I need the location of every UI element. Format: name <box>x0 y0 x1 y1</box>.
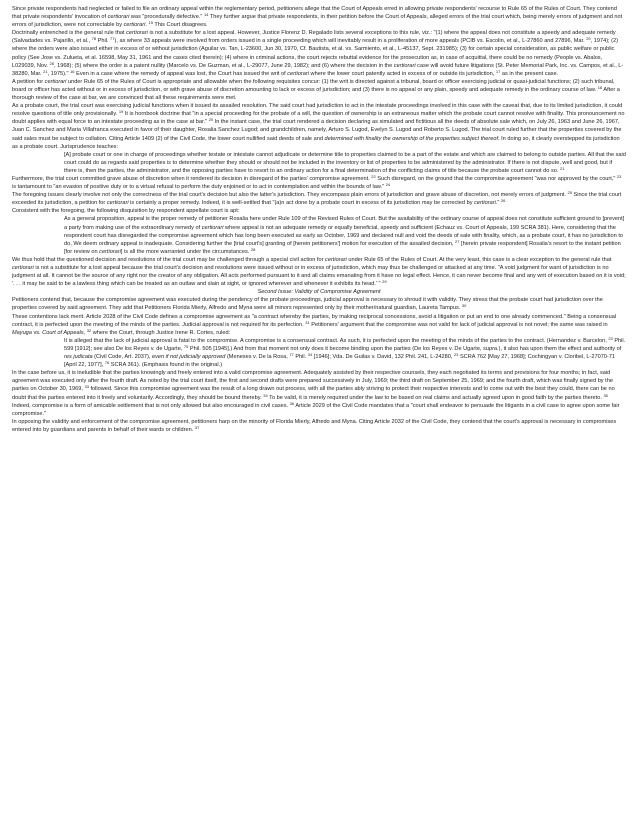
paragraph-certiorari-issue: Since private respondents had neglected or failed to file an ordinary appeal within the reglementary period, petitioners allege that the Court of Appeals erred in allowing private respondents' recourse to Rule 65 of the Rules of Court. They contend that private respondents' invocation of certiorari was "procedurally defective." $^{14}$ They further argue that private respondents, in their petition before the Court of Appeals, alleged errors of the trial court which, being merely errors of judgment and not errors of jurisdiction, were not correctable by certiorari. $^{15}$ This Court disagrees. <box>12 6 623 29</box>
paragraph-amicable-settlement: Indeed, compromise is a form of amicable settlement that is not only allowed but also encouraged in civil cases. $^{36}$ Article 2029 of the Civil Code mandates that a "court shall endeavor to persuade the litigants in a civil case to agree upon some fair compromise." <box>12 400 620 417</box>
paragraph-requisites: A petition for certiorari under Rule 65 of the Rules of Court is appropriate and allowable when the following requisites concur: (1) the writ is directed against a tribunal, board or officer exercising judicial or quasi-judicial functions; (2) such tribunal, board or officer has acted without or in excess of jurisdiction, or with grave abuse of discretion amounting to lack or excess of jurisdiction; and (3) there is no appeal or any plain, speedy and adequate remedy in the ordinary course of law. $^{18}$ After a thorough review of the case at bar, we are convinced that all these requirements were met. <box>12 78 620 102</box>
footnote-ref: 35 <box>603 392 608 398</box>
footnote-ref: 21 <box>43 68 48 74</box>
paragraph-holding: We thus hold that the questioned decision and resolutions of the trial court may be challenged through a special civil action for certiorari under Rule 65 of the Rules of Court. At the very least, this case is a clear exception to the general rule that certiorari is not a substitute for a lost appeal because the trial court's decision and resolutions were issued without or in excess of jurisdiction, which may thus be challenged or attacked at any time. "A void judgment for want of jurisdiction is no judgment at all. It cannot be the source of any right nor the creator of any obligation. All acts performed pursuant to it and all claims emanating from it have no legal effect. Hence, it can never become final and any writ of execution based on it is void; '. . . it may be said to be a lawless thing which can be treated as an outlaw and slain at sight, or ignored wherever and whenever it exhibits its head.' " $^{29}$ <box>12 256 626 288</box>
footnote-ref: 16 <box>70 68 75 74</box>
footnote-ref: 17 <box>495 68 501 74</box>
footnote-ref: 24 <box>385 182 391 188</box>
footnote-ref: 77 <box>110 36 115 42</box>
block-quote-appellate-disquisition: As a general proposition, appeal is the proper remedy of petitioner Rosalia here under Rule 109 of the Revised Rules of Court. But the availability of the ordinary course of appeal does not constitute sufficient ground to [prevent] a party from making use of the extraordinary remedy of certiorari where appeal is not an adequate remedy or equally beneficial, speedy and sufficient (Echauz vs. Court of Appeals, 199 SCRA 381). Here, considering that the respondent court has disregarded the compromise agreement which has long been executed as early as October, 1969 and declared null and void the deeds of sale with finality, which, as a probate court, it has no jurisdiction to do, We deem ordinary appeal is inadequate. Considering further the [trial court's] granting of [herein petitioners'] motion for execution of the assailed decision, $^{27}$ [herein private respondent] Rosalia's resort to the instant petition [for review on certiorari] is all the more warranted under the circumstances. $^{28}$ <box>64 216 625 255</box>
paragraph-petitioners-contention: Petitioners contend that, because the compromise agreement was executed during the pendency of the probate proceedings, judicial approval is necessary to shroud it with validity. They stress that the probate court had jurisdiction over the properties covered by said agreement. They add that Petitioners Florida Mierly, Alfredo and Myna were all minors represented only by their mother/natural guardian, Laureta Tampus. $^{30}$ <box>12 297 603 312</box>
footnote-ref: 31 <box>305 319 310 325</box>
footnote-ref: 26 <box>500 198 506 204</box>
footnote-ref: 23 <box>608 335 613 341</box>
paragraph-grave-abuse: Furthermore, the trial court committed grave abuse of discretion when it rendered its decision in disregard of the parties' compromise agreement. $^{22}$ Such disregard, on the ground that the compromise agreement "was nor approved by the court," $^{23}$ is tantamount to "an evasion of positive duty or to a virtual refusal to perform the duty enjoined or to act in contemplation and within the bounds of law." $^{24}$ <box>12 173 622 191</box>
footnote-ref: 33 <box>84 384 89 390</box>
footnote-ref: 23 <box>453 352 459 358</box>
footnote-ref: 36 <box>289 400 295 406</box>
block-quote-mayuga: It is alleged that the lack of judicial approval is fatal to the compromise. A compromise is a consensual contract. As such, it is perfected upon the meeting of the minds of the parties to the contract. (Hernandez v. Barcelon, $^{23}$ Phil. 599 [1912]; see also De los Reyes v. de Ugarte, $^{75}$ Phil. 505 [1945].) And from that moment not only does it become binding upon the parties (De los Reyes v. De Ugarte, supra.), it also has upon them the effect and authority of res judicata (Civil Code, Art. 2037), even if not judicially approved (Meneses v. De la Rosa, $^{77}$ Phil. $^{34}$ [1946]; Vda. De Guilas v. David, 132 Phil. 241, L-24280, $^{23}$ SCRA 762 [May 27, 1968]; Cochingyan v. Cloribel, L-27070-71 [April 22, 1977], $^{76}$ SCRA 361). (Emphasis found in the original.) <box>64 335 626 369</box>
paragraph-appellate-court-intro: Consistent with the foregoing, the following disquisition by respondent appellate court is apt: <box>12 208 240 215</box>
footnote-ref: 77 <box>289 352 294 358</box>
paragraph-jurisdiction-errors: The foregoing issues clearly involve not only the correctness of the trial court's decision but also the latter's jurisdiction. They encompass plain errors of jurisdiction and grave abuse of discretion, not merely errors of judgment. $^{25}$ Since the trial court exceeded its jurisdiction, a petition for certiorari is certainly a proper remedy. Indeed, it is well-settled that "(a)n act done by a probate court in excess of its jurisdiction may be corrected by certiorari." $^{26}$ <box>12 190 622 207</box>
footnote-ref: 28 <box>250 246 256 252</box>
footnote-ref: 34 <box>307 352 313 358</box>
footnote-ref: 23 <box>616 173 622 179</box>
footnote-ref: 37 <box>194 424 200 430</box>
footnote-ref: 30 <box>461 303 467 309</box>
footnote-ref: 75 <box>183 343 189 349</box>
footnote-ref: 22 <box>371 173 376 179</box>
footnote-ref: 18 <box>597 84 603 90</box>
block-quote-probate-jurisdiction: [A] probate court or one in charge of proceedings whether testate or intestate cannot adjudicate or determine title to properties claimed to be a part of the estate and which are claimed to belong to outside parties. All that the said court could do as regards said properties is to determine whether they should or should not be included in the inventory or list of properties to be administered by the administrator. If there is not dispute, well and good, but if there is, then the parties, the administrator, and the opposing parties have to resort to an ordinary action for a final determination of the conflicting claims of title because the probate court cannot do so. $^{21}$ <box>64 151 626 174</box>
section-heading: Second Issue: Validity of Compromise Agreement <box>257 289 381 296</box>
footnote-ref: 15 <box>148 20 153 26</box>
footnote-ref: 29 <box>382 279 387 285</box>
footnote-ref: 27 <box>455 238 460 244</box>
paragraph-probate-court: As a probate court, the trial court was exercising judicial functions when it issued its assailed resolution. The said court had jurisdiction to act in the intestate proceedings involved in this case with the caveat that, due to its limited jurisdiction, it could resolve questions of title only provisionally. $^{19}$ It is hornbook doctrine that "in a special proceeding for the probate of a will, the question of ownership is an extraneous matter which the probate court cannot resolve with finality. This pronouncement no doubt applies with equal force to an intestate proceeding as in the case at bar." $^{20}$ In the instant case, the trial court rendered a decision declaring as simulated and fictitious all the deeds of absolute sale which, on July 26, 1963 and June 26, 1967, Juan C. Sanchez and Maria Villafranca executed in favor of their daughter, Rosalia Sanchez Lugod; and grandchildren, namely, Arturo S. Lugod, Evelyn S. Lugod and Roberto S. Lugod. The trial court ruled further that the properties covered by the said sales must be subject to collation. Citing Article 1409 (2) of the Civil Code, the lower court nullified said deeds of sale and determined with finality the ownership of the properties subject thereof. In doing so, it clearly overstepped its jurisdiction as a probate court. Jurisprudence teaches: <box>12 103 625 150</box>
footnote-ref: 25 <box>567 190 572 196</box>
paragraph-exceptions: Doctrinally entrenched is the general rule that certiorari is not a substitute for a lost appeal. However, Justice Florenz D. Regalado lists several exceptions to this rule, viz.: "(1) where the appeal does not constitute a speedy and adequate remedy (Salvadades vs. Pajarillo, et al., $^{78}$ Phil. $^{77}$), as where 33 appeals were involved from orders issued in a single proceeding which will inevitably result in a proliferation of more appeals (PCIB vs. Escolin, et al., L-27860 and 27896, Mar. $^{29}$, 1974); (2) where the orders were also issued either in excess of or without jurisdiction (Aguilar vs. Tan, L-23600, Jun 30, 1970, Cf. Bautista, et al. vs. Sarmiento, et al., L-45137, Sept. 231985); (3) for certain special consideration, as public welfare or public policy (See Jose vs. Zulueta, et al. 16598, May 31, 1961 and the cases cited therein); (4) where in criminal actions, the court rejects rebuttal evidence for the prosecution as, in case of acquittal, there could be no remedy (People vs. Abalos, L029039, Nov. $^{28}$, 1968); (5) where the order is a patent nullity (Marcelo vs. De Guzman, et al., L-29077, June 29, 1982); and (6) where the decision in the certiorari case will avoid future litigations (St. Peter Memorial Park, Inc. vs. Campos, et al., L-38280, Mar. $^{21}$, 1975)." $^{16}$ Even in a case where the remedy of appeal was lost, the Court has issued the writ of certiorari where the lower court patently acted in excess of or outside its jurisdiction, $^{17}$ as in the present case. <box>12 30 624 77</box>
footnote-ref: 76 <box>104 360 110 366</box>
footnote-ref: 29 <box>586 36 591 42</box>
paragraph-valid-compromise: In the case before us, it is ineludible that the parties knowingly and freely entered into a valid compromise agreement. Adequately assisted by their respective counsels, they each negotiated its terms and provisions for four months; in fact, said agreement was executed only after the fourth draft. As noted by the trial court itself, the first and second drafts were prepared successively in July, 1969; the third draft on September 25, 1969; and the fourth draft, which was finally signed by the parties on October 30, 1969, $^{33}$ followed. Since this compromise agreement was the result of a long drawn out process, with all the parties ably striving to protect their respective interests and to come out with the best they could, there can be no doubt that the parties entered into it freely and voluntarily. Accordingly, they should be bound thereby. $^{34}$ To be valid, it is merely required under the law to be based on real claims and actually agreed upon in good faith by the parties thereto. $^{35}$ <box>12 370 615 401</box>
paragraph-article-2028: These contentions lack merit. Article 2028 of the Civil Code defines a compromise agreement as "a contract whereby the parties, by making reciprocal concessions, avoid a litigation or put an end to one already commenced." Being a consensual contract, it is perfected upon the meeting of the minds of the parties. Judicial approval is not required for its perfection. $^{31}$ Petitioners' argument that the compromise was not valid for lack of judicial approval is not novel; the same was raised in Mayuga vs. Court of Appeals, $^{32}$ where the Court, through Justice Irene R. Cortes, ruled: <box>12 313 617 336</box>
footnote-ref: 20 <box>208 117 214 123</box>
footnote-ref: 21 <box>559 165 565 171</box>
footnote-ref: 28 <box>49 60 54 66</box>
footnote-ref: 19 <box>118 109 124 115</box>
footnote-ref: 78 <box>91 36 97 42</box>
paragraph-minority: In opposing the validity and enforcement of the compromise agreement, petitioners harp on the minority of Florida Mierly, Alfredo and Myna. Citing Article 2032 of the Civil Code, they contend that the court's approval is necessary in compromises entered into by guardians and parents in behalf of their wards or children. $^{37}$ <box>12 418 617 433</box>
footnote-ref: 14 <box>203 12 209 18</box>
footnote-ref: 32 <box>86 327 92 333</box>
footnote-ref: 34 <box>263 392 268 398</box>
